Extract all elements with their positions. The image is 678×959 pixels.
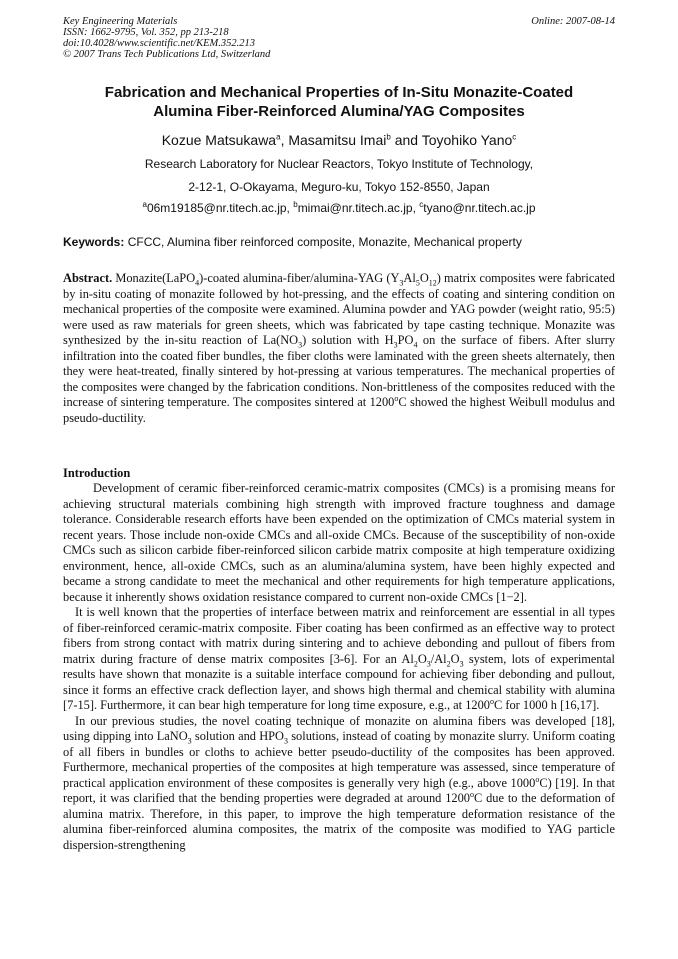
author-superscript: b (386, 132, 391, 142)
paragraph: Development of ceramic fiber-reinforced ceramic-matrix composites (CMCs) is a promising means for achieving structural materials combining high strength with improved fracture toughness and damage tolerance. Considerable research efforts have been expended on the optimization of CMCs material system in recent years. Those include non-oxide CMCs and all-oxide CMCs. Because of the susceptibility of non-oxide CMCs such as silicon carbide fiber-reinforced silicon carbide matrix composite at high temperature oxidizing environment, hence, all-oxide CMCs, such as an alumina/alumina system, have been highly expected and became a strong candidate to meet the mechanical and other requirements for high temperature applications, because it inherently shows oxidation resistance compared to current non-oxide CMCs [1−2]. (63, 481, 615, 604)
abstract-text: ) matrix composites were fabricated by in-situ coating of monazite followed by hot-pressing, and the effects of coating and sintering condition on mechanical properties of the composite were examined. Alumina powder and YAG powder (weight ratio, 95:5) were used as raw materials for green sheets, which was fabricated by tape casting technique. Monazite was synthesized by the in-situ reaction of La(NO (63, 271, 615, 347)
abstract-text: )-coated alumina-fiber/alumina-YAG (Y (199, 271, 400, 285)
journal-name: Key Engineering Materials (63, 16, 178, 27)
paragraph (63, 714, 615, 854)
subscript: 2 (446, 658, 451, 668)
subscript: 3 (459, 658, 464, 668)
abstract-text: O (419, 271, 429, 285)
paragraph-text: In our previous studies, the novel coating technique of monazite on alumina fibers was developed [18], using dipping into LaNO (63, 713, 615, 743)
email-address: mimai@nr.titech.ac.jp, (297, 201, 420, 215)
author-separator: and (390, 132, 422, 148)
section-heading-introduction: Introduction (63, 466, 131, 480)
subscript: 3 (187, 736, 192, 746)
email-address: tyano@nr.titech.ac.jp (423, 201, 536, 215)
journal-doi: doi:10.4028/www.scientific.net/KEM.352.213 (63, 38, 255, 49)
paragraph-text: C for 1000 h [16,17]. (494, 698, 600, 712)
abstract (63, 271, 615, 426)
subscript: 3 (284, 736, 288, 746)
author-superscript: c (512, 132, 517, 142)
paragraph-text: solution and HPO (191, 729, 284, 743)
superscript: o (394, 393, 399, 403)
author-name: Masamitsu Imai (288, 132, 387, 148)
author-separator: , (280, 132, 289, 148)
paragraph-text: O (417, 651, 427, 666)
keywords-label: Keywords: (63, 235, 125, 249)
title-line-1: Fabrication and Mechanical Properties of In-Situ Monazite-Coated (104, 84, 574, 101)
email-superscript: b (293, 200, 298, 209)
subscript: 3 (393, 340, 398, 350)
abstract-text: PO (397, 333, 414, 347)
subscript: 5 (415, 278, 420, 288)
subscript: 2 (413, 658, 418, 668)
paragraph-text: C) [19]. In that report, it was clarified that the bending properties were degraded at around 1200 (63, 775, 615, 805)
subscript: 3 (426, 658, 431, 668)
author-name: Kozue Matsukawa (161, 132, 277, 148)
abstract-label: Abstract. (63, 271, 113, 285)
subscript: 4 (413, 340, 418, 350)
abstract-text: on the surface of fibers. After slurry infiltration into the coated fiber bundles, the fiber cloths were laminated with the green sheets alternately, then they were heat-treated, finally sintered by hot-pressing at various temperatures. The mechanical properties of the composites were changed by the fabrication conditions. Non-brittleness of the composites reduced with the increase of sintering temperature. The composites sintered at 1200 (63, 333, 616, 409)
author-name: Toyohiko Yano (421, 132, 513, 148)
author-list (40, 131, 638, 149)
superscript: o (490, 696, 494, 706)
journal-copyright: © 2007 Trans Tech Publications Ltd, Switzerland (63, 49, 271, 60)
abstract-text: C showed the highest Weibull modulus and pseudo-ductility. (63, 395, 615, 425)
paragraph-text: /Al (430, 651, 447, 666)
journal-issn: ISSN: 1662-9795, Vol. 352, pp 213-218 (63, 27, 229, 38)
paper-title (40, 83, 638, 121)
journal-header (63, 16, 615, 60)
email-superscript: c (419, 200, 424, 209)
affiliation-line-2: 2-12-1, O-Okayama, Meguro-ku, Tokyo 152-8550, Japan (188, 180, 490, 194)
paragraph-text: O (450, 651, 460, 666)
online-date: Online: 2007-08-14 (531, 16, 615, 27)
subscript: 3 (399, 278, 404, 288)
paragraph-text: solutions, instead of coating by monazite slurry. Uniform coating of all fibers in bundles or cloths to achieve better pseudo-ductility of the composites has been approved. Furthermore, mechanical properties of the composites at high temperature was assessed, since temperature of practical application environment of these composites is generally very high (e.g., above 1000 (63, 729, 616, 790)
keywords-text: CFCC, Alumina fiber reinforced composite, Monazite, Mechanical property (124, 235, 522, 249)
affiliation-line-1: Research Laboratory for Nuclear Reactors, Tokyo Institute of Technology, (144, 157, 534, 171)
paragraph-text: C due to the deformation of alumina matrix. Therefore, in this paper, to improve the high temperature deformation resistance of the alumina fiber-reinforced alumina composites, the matrix of the composite was modified to YAG particle dispersion-strengthening (63, 791, 616, 852)
subscript: 12 (428, 278, 437, 288)
abstract-text: Al (403, 271, 416, 285)
paragraph-text: It is well known that the properties of interface between matrix and reinforcement are essential in all types of fiber-reinforced ceramic-matrix composite. Fiber coating has been confirmed as an effective way to protect fibers from strong contact with matrix during sintering and to achieve debonding and pullout of fibers from matrix during fracture of dense matrix composites [3-6]. For an Al (63, 605, 615, 666)
author-superscript: a (276, 132, 281, 142)
subscript: 4 (195, 278, 200, 288)
title-line-2: Alumina Fiber-Reinforced Alumina/YAG Composites (153, 103, 525, 120)
email-superscript: a (142, 200, 147, 209)
subscript: 3 (298, 340, 303, 350)
superscript: o (535, 774, 540, 784)
abstract-text: Monazite(LaPO (112, 271, 196, 285)
abstract-text: ) solution with H (302, 333, 394, 347)
introduction-body (63, 481, 615, 853)
paragraph-text: system, lots of experimental results have shown that monazite is a suitable interface compound for achieving fiber debonding and pullout, since it forms an effective crack deflection layer, and shows high thermal and chemical stability with alumina [7-15]. Furthermore, it can bear high temperature for long time exposure, e.g., at 1200 (63, 651, 615, 712)
keywords (63, 235, 615, 250)
paragraph (63, 605, 615, 714)
superscript: o (470, 789, 474, 799)
email-address: 06m19185@nr.titech.ac.jp, (146, 201, 294, 215)
email-line (40, 201, 638, 216)
